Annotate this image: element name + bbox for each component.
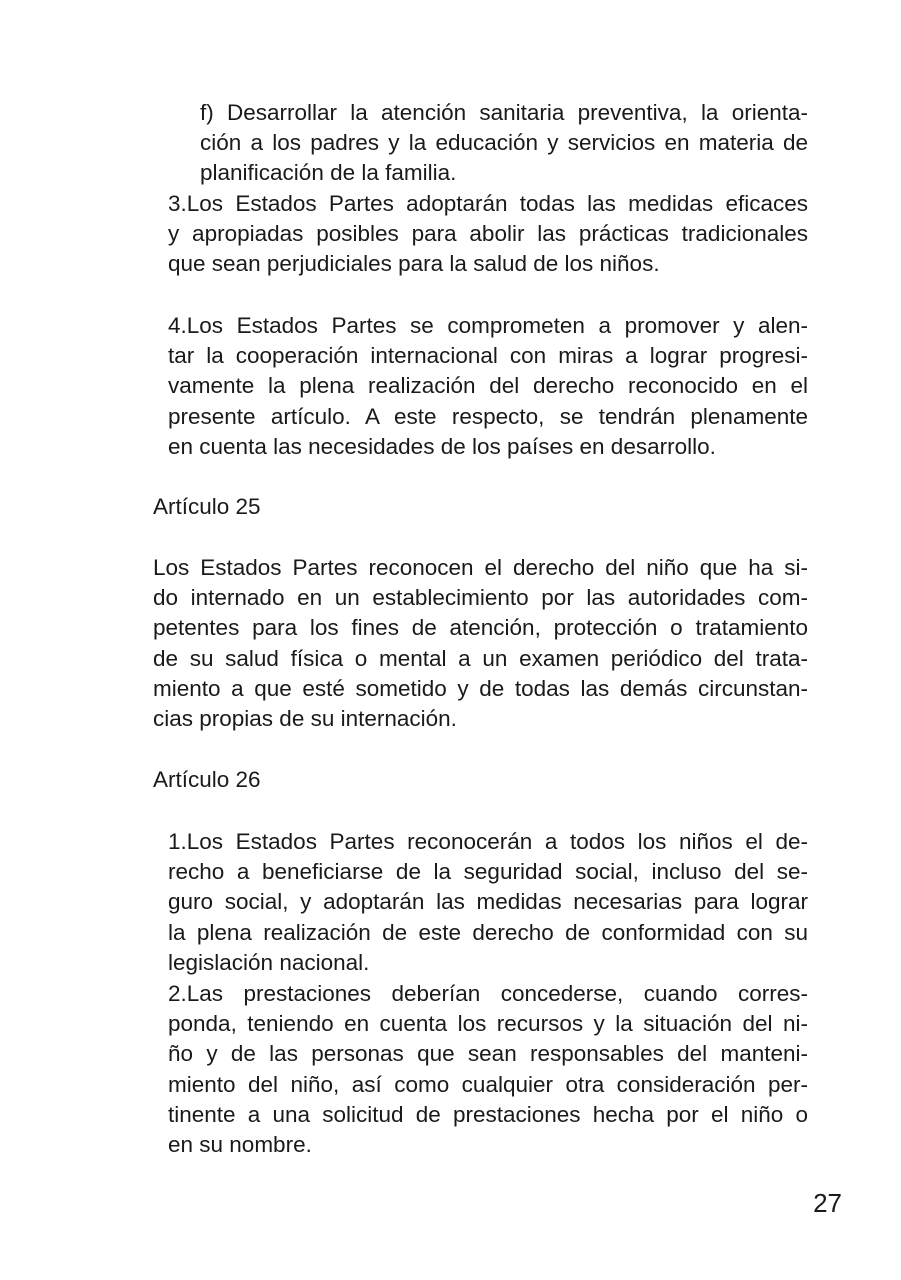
text-line: 3.Los Estados Partes adoptarán todas las medidas eficaces [168,191,808,216]
text-line: do internado en un establecimiento por las autoridades com- [153,585,808,611]
text-line: 4.Los Estados Partes se comprometen a promover y alen- [168,313,808,338]
text-line: miento a que esté sometido y de todas las demás circunstan- [153,675,808,701]
article-26-heading: Artículo 26 [153,767,261,792]
text-line: y apropiadas posibles para abolir las prácticas tradicionales [168,221,808,247]
text-line: guro social, y adoptarán las medidas necesarias para lograr [168,889,808,915]
text-line: en cuenta las necesidades de los países en desarrollo. [168,433,716,459]
text-line: ño y de las personas que sean responsables del manteni- [168,1041,808,1067]
text-line: f) Desarrollar la atención sanitaria preventiva, la orienta- [200,100,808,125]
paragraph-item-3 [168,189,808,280]
text-line: que sean perjudiciales para la salud de los niños. [168,251,660,277]
text-line: planificación de la familia. [200,160,457,186]
paragraph-item-2 [168,979,808,1160]
text-line: recho a beneficiarse de la seguridad social, incluso del se- [168,859,808,885]
text-line: cias propias de su internación. [153,706,457,732]
text-line: 2.Las prestaciones deberían concederse, cuando corres- [168,981,808,1006]
article-25-body [153,553,808,734]
text-line: ponda, teniendo en cuenta los recursos y la situación del ni- [168,1011,808,1037]
text-line: presente artículo. A este respecto, se tendrán plenamente [168,403,808,429]
text-line: tinente a una solicitud de prestaciones hecha por el niño o [168,1101,808,1127]
text-line: petentes para los fines de atención, protección o tratamiento [153,615,808,641]
page-number: 27 [813,1188,842,1218]
text-line: vamente la plena realización del derecho reconocido en el [168,373,808,399]
text-line: miento del niño, así como cualquier otra consideración per- [168,1071,808,1097]
paragraph-item-4 [168,311,808,462]
paragraph-item-f [200,98,808,189]
text-line: la plena realización de este derecho de conformidad con su [168,919,808,945]
text-line: 1.Los Estados Partes reconocerán a todos los niños el de- [168,829,808,854]
paragraph-item-1 [168,827,808,978]
text-line: ción a los padres y la educación y servicios en materia de [200,130,808,156]
text-line: Los Estados Partes reconocen el derecho del niño que ha si- [153,555,808,580]
article-25-heading: Artículo 25 [153,494,261,519]
text-line: de su salud física o mental a un examen periódico del trata- [153,645,808,671]
text-line: legislación nacional. [168,949,370,975]
text-line: tar la cooperación internacional con miras a lograr progresi- [168,343,808,369]
text-line: en su nombre. [168,1132,312,1158]
